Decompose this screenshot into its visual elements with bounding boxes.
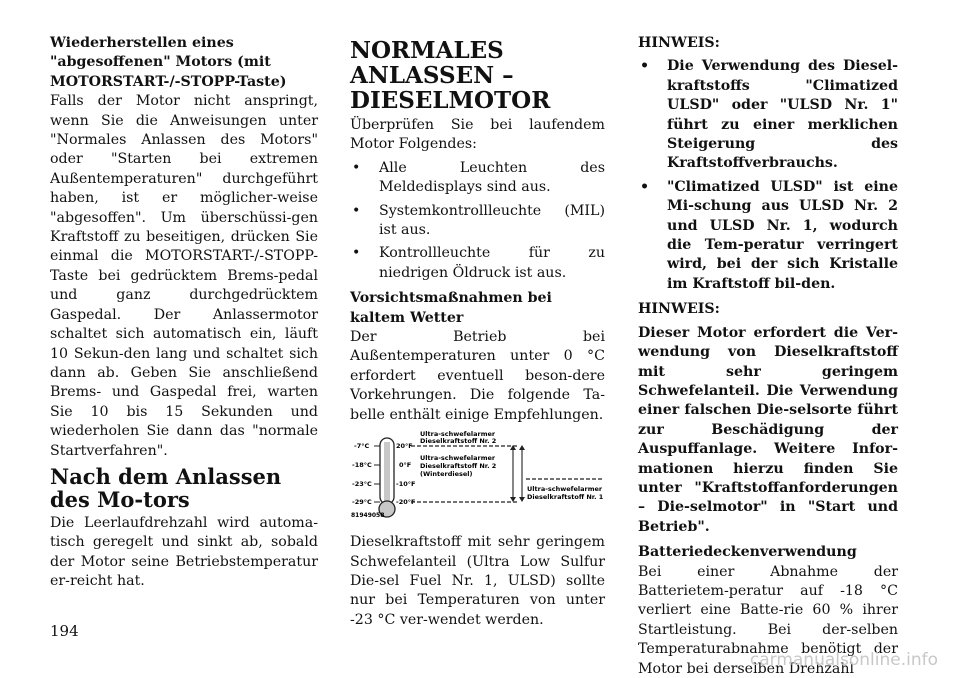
- check-list: [350, 159, 605, 283]
- fuel-temperature-diagram: [350, 431, 605, 521]
- celsius-label: -18°C: [352, 461, 372, 470]
- fuel-label: Ultra-schwefelarmer: [420, 454, 496, 463]
- fuel-label: (Winterdiesel): [420, 470, 473, 479]
- column-left: [50, 34, 318, 592]
- heading-after-start: Nach dem Anlassen des Mo-tors: [50, 463, 282, 512]
- heading-cold-weather: Vorsichtsmaßnahmen bei kaltem Wetter: [350, 290, 552, 326]
- note-text: Dieser Motor erfordert die Ver-wendung von Dieselkraftstoff mit sehr geringem Schwefelanteil. Die Verwendung einer falschen Die-selsorte führt zur Beschädigung der Auspuffanlage. Weitere Infor-mationen hierzu finden Sie unter "Kraftstoffanforderungen – Die-selmotor" in "Start und Betrieb".: [638, 324, 898, 535]
- heading-restore-flooded-engine: Wiederherstellen eines "abgesoffenen" Motors (mit MOTORSTART-/-STOPP-Taste): [50, 35, 287, 90]
- column-middle: [350, 34, 605, 630]
- list-item: • Alle Leuchten des Meldedisplays sind aus.: [352, 159, 605, 196]
- bullet-icon: •: [352, 202, 361, 219]
- bullet-icon: •: [352, 245, 361, 262]
- fuel-label: Ultra-schwefelarmer: [420, 431, 496, 439]
- fahrenheit-label: 0°F: [399, 461, 412, 470]
- note-list: [638, 57, 898, 294]
- bullet-icon: •: [640, 178, 650, 195]
- paragraph-cold-weather: Der Betrieb bei Außentemperaturen unter 0 °C erfordert eventuell beson-dere Vorkehrungen. Die folgende Ta-belle enthält einige Empfehlungen.: [350, 329, 605, 423]
- fahrenheit-label: -20°F: [396, 498, 416, 507]
- list-item: • Die Verwendung des Diesel-kraftstoffs "Climatized ULSD" oder "ULSD Nr. 1" führt zu einer merklichen Steigerung des Kraftstoffverbrauchs.: [640, 58, 898, 172]
- note-heading: HINWEIS:: [638, 301, 720, 318]
- fuel-label: Dieselkraftstoff Nr. 2: [420, 437, 497, 446]
- note-heading: HINWEIS:: [638, 35, 720, 51]
- list-item: • Kontrollleuchte für zu niedrigen Öldruck ist aus.: [352, 245, 605, 281]
- celsius-label: -23°C: [352, 480, 372, 489]
- fuel-label: Ultra-schwefelarmer: [527, 485, 603, 494]
- paragraph-ulsd: Dieselkraftstoff mit sehr geringem Schwefelanteil (Ultra Low Sulfur Die-sel Fuel Nr. 1, ULSD) sollte nur bei Temperaturen von unter -23 °C ver-wendet werden.: [350, 534, 605, 628]
- fuel-label: Dieselkraftstoff Nr. 1: [527, 493, 604, 502]
- list-item: • "Climatized ULSD" ist eine Mi-schung aus ULSD Nr. 2 und ULSD Nr. 1, wodurch die Tem-peratur verringert wird, bei der sich Kristalle im Kraftstoff bil-den.: [640, 178, 898, 292]
- column-right: [638, 34, 898, 678]
- fahrenheit-label: 20°F: [396, 442, 413, 451]
- bullet-icon: •: [352, 159, 361, 176]
- list-item: • Systemkontrollleuchte (MIL) ist aus.: [352, 202, 605, 239]
- heading-normal-start-diesel: NORMALES ANLASSEN – DIESELMOTOR: [350, 37, 551, 114]
- paragraph-battery: Bei einer Abnahme der Batterietem-peratur auf -18 °C verliert eine Batte-rie 60 % ihrer Startleistung. Bei der-selben Temperaturabnahme benötigt der Motor bei derselben Drehzahl: [638, 563, 898, 677]
- paragraph-idle-speed: Die Leerlaufdrehzahl wird automa-tisch geregelt und sinkt ab, sobald der Motor seine Betriebstemperatur er-reicht hat.: [50, 514, 318, 590]
- watermark: carmanualsonline.info: [749, 650, 938, 670]
- bullet-icon: •: [640, 58, 650, 75]
- heading-battery-heater: Batteriedeckenverwendung: [638, 544, 857, 561]
- thermometer-fill: [384, 442, 390, 504]
- figure-code: 81949058: [351, 512, 385, 520]
- paragraph-check-intro: Überprüfen Sie bei laufendem Motor Folgendes:: [350, 117, 605, 153]
- page-number: 194: [50, 622, 79, 640]
- fahrenheit-label: -10°F: [396, 480, 416, 489]
- paragraph-flooded-engine: Falls der Motor nicht anspringt, wenn Sie die Anweisungen unter "Normales Anlassen des Motors" oder "Starten bei extremen Außentemperaturen" durchgeführt haben, ist er möglicher-weise "abgesoffen". Um überschüssi-gen Kraftstoff zu beseitigen, drücken Sie einmal die MOTORSTART-/-STOPP-Taste bei gedrücktem Brems-pedal und ganz durchgedrücktem Gaspedal. Der Anlassermotor schaltet sich automatisch ein, läuft 10 Sekun-den lang und schaltet sich dann ab. Geben Sie anschließend Brems- und Gaspedal frei, warten Sie 10 bis 15 Sekunden und wiederholen Sie dann das "normale Startverfahren".: [50, 93, 318, 459]
- celsius-label: -7°C: [354, 442, 370, 451]
- fuel-label: Dieselkraftstoff Nr. 2: [420, 462, 497, 471]
- celsius-label: -29°C: [352, 498, 372, 507]
